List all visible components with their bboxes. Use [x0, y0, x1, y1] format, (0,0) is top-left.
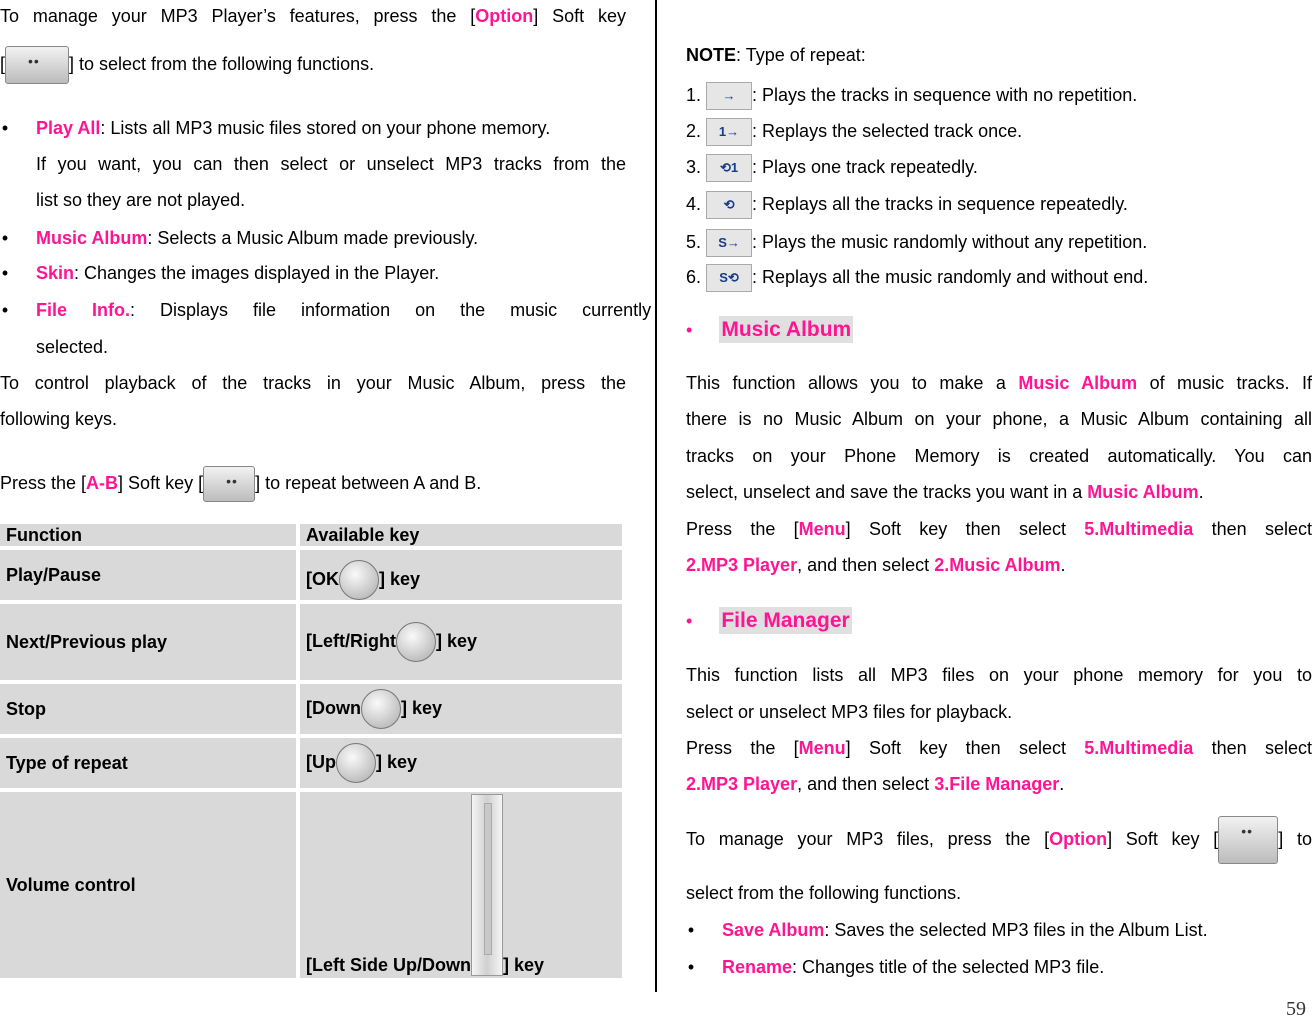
table-header-function: Function	[0, 524, 296, 546]
function-cell: Type of repeat	[0, 738, 296, 788]
key-cell: [Down ] key	[300, 684, 622, 734]
ma-line-4: select, unselect and save the tracks you want in a Music Album.	[686, 482, 1204, 502]
ma-line-1: This function allows you to make a Music Album of music tracks. If	[686, 373, 1312, 393]
intro-line-2: [•• ] to select from the following functions.	[0, 46, 374, 84]
softkey-icon	[1218, 816, 1278, 864]
arrow-icon: →	[706, 82, 752, 110]
play-all-continuation-2: list so they are not played.	[36, 190, 246, 210]
manage-line-2: select from the following functions.	[686, 883, 962, 903]
softkey-icon	[203, 466, 255, 502]
table-row	[0, 738, 622, 788]
table-row	[0, 792, 622, 978]
repeat-item: 1. → : Plays the tracks in sequence with no repetition.	[686, 82, 1137, 110]
key-cell: [OK ] key	[300, 550, 622, 600]
repeat-item: 3. ⟲1 : Plays one track repeatedly.	[686, 154, 978, 182]
file-info-continuation: selected.	[36, 337, 109, 357]
page-number: 59	[1286, 998, 1306, 1020]
key-cell: [Up ] key	[300, 738, 622, 788]
up-key-icon	[336, 743, 376, 783]
note-line: NOTE: Type of repeat:	[686, 45, 866, 65]
control-line-1: To control playback of the tracks in your Music Album, press the	[0, 373, 626, 393]
repeat-item: 5. S→ : Plays the music randomly without any repetition.	[686, 229, 1147, 257]
manage-line: To manage your MP3 files, press the [Option] Soft key [•• ] to	[686, 816, 1312, 864]
ma-press-line: Press the [Menu] Soft key then select 5.Multimedia then select	[686, 519, 1312, 539]
key-cell: [Left/Right ] key	[300, 604, 622, 680]
fm-line-1: This function lists all MP3 files on your phone memory for you to	[686, 665, 1312, 685]
table-row	[0, 684, 622, 734]
repeat-item: 4. ⟲ : Replays all the tracks in sequence repeatedly.	[686, 191, 1128, 219]
repeat-once-icon: 1→	[706, 118, 752, 146]
function-cell: Stop	[0, 684, 296, 734]
music-album-heading: • Music Album	[686, 318, 852, 341]
fm-line-2: select or unselect MP3 files for playback.	[686, 702, 1013, 722]
left-right-key-icon	[396, 622, 436, 662]
shuffle-repeat-icon: S⟲	[706, 264, 752, 292]
ma-press-line-2: 2.MP3 Player, and then select 2.Music Album.	[686, 555, 1066, 575]
keys-table	[0, 520, 626, 982]
shuffle-icon: S→	[706, 229, 752, 257]
column-divider	[655, 0, 657, 992]
repeat-item: 2. 1→ : Replays the selected track once.	[686, 118, 1022, 146]
play-all-continuation: If you want, you can then select or unselect MP3 tracks from the	[36, 154, 626, 174]
key-cell: [Left Side Up/Down ] key	[300, 792, 622, 978]
repeat-item: 6. S⟲ : Replays all the music randomly and without end.	[686, 264, 1148, 292]
function-cell: Volume control	[0, 792, 296, 978]
table-row	[0, 604, 622, 680]
press-ab-line: Press the [A-B] Soft key [•• ] to repeat between A and B.	[0, 466, 481, 502]
function-cell: Play/Pause	[0, 550, 296, 600]
control-line-2: following keys.	[0, 409, 118, 429]
ma-line-2: there is no Music Album on your phone, a Music Album containing all	[686, 409, 1312, 429]
ma-line-3: tracks on your Phone Memory is created automatically. You can	[686, 446, 1312, 466]
softkey-icon	[5, 46, 69, 84]
table-row	[0, 550, 622, 600]
intro-line-1: To manage your MP3 Player’s features, press the [Option] Soft key	[0, 6, 626, 26]
ok-key-icon	[339, 560, 379, 600]
fm-press-line-2: 2.MP3 Player, and then select 3.File Manager.	[686, 774, 1065, 794]
down-key-icon	[361, 689, 401, 729]
repeat-one-icon: ⟲1	[706, 154, 752, 182]
table-header-key: Available key	[300, 524, 622, 546]
repeat-all-icon: ⟲	[706, 191, 752, 219]
function-cell: Next/Previous play	[0, 604, 296, 680]
fm-press-line: Press the [Menu] Soft key then select 5.Multimedia then select	[686, 738, 1312, 758]
side-volume-key-icon	[471, 794, 503, 976]
file-manager-heading: • File Manager	[686, 609, 850, 632]
